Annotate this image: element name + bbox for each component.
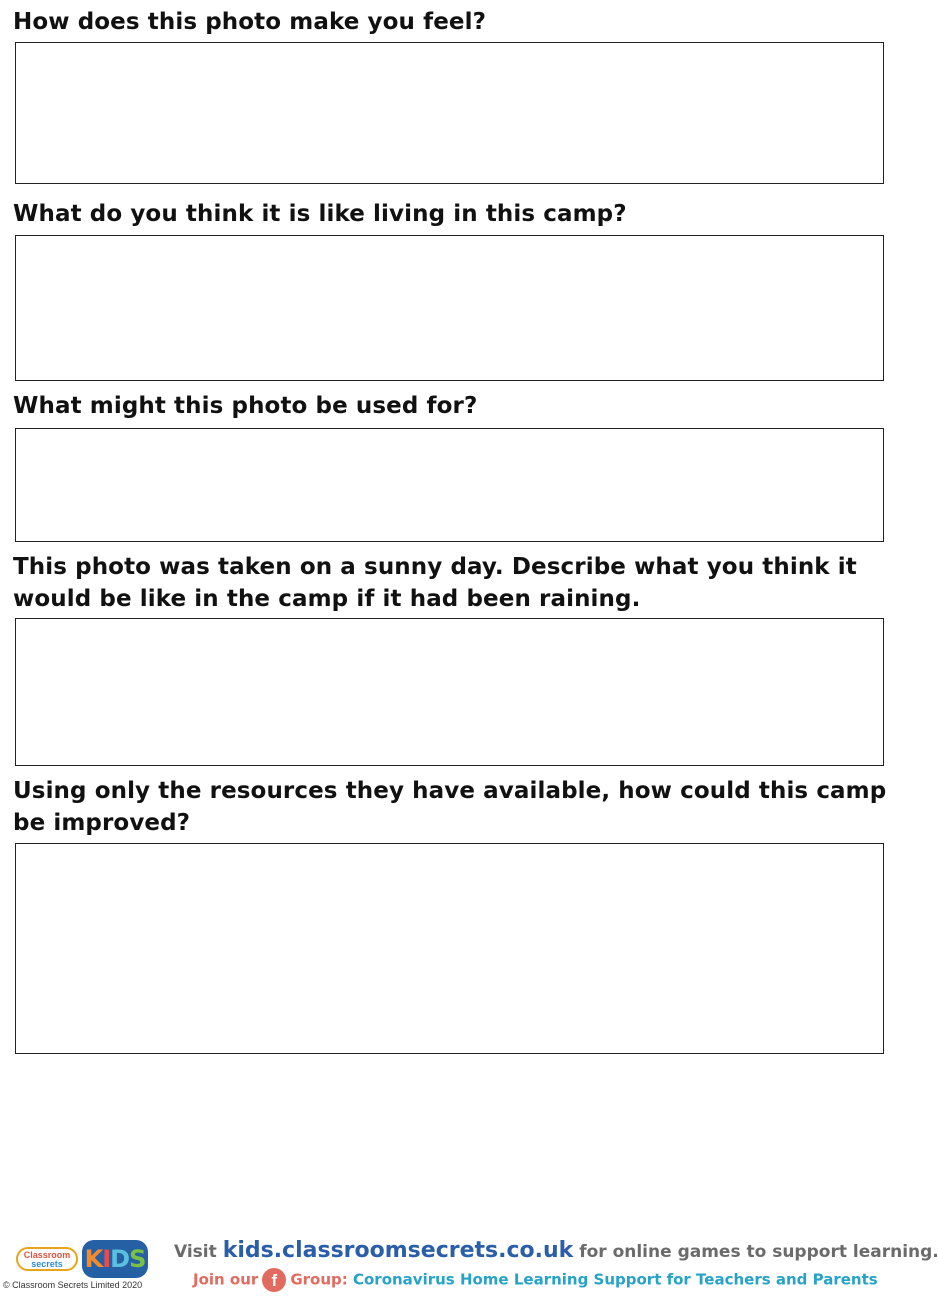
site-link[interactable]: kids.classroomsecrets.co.uk (222, 1238, 574, 1263)
kids-letter-s: S (129, 1245, 146, 1273)
visit-prefix: Visit (174, 1242, 223, 1262)
visit-line (174, 1238, 939, 1263)
facebook-icon: f (262, 1268, 286, 1292)
group-label: Group: (290, 1270, 348, 1289)
answer-box-3[interactable] (15, 428, 884, 542)
question-3: What might this photo be used for? (13, 393, 478, 419)
classroom-secrets-kids-logo (16, 1240, 151, 1278)
copyright-notice: © Classroom Secrets Limited 2020 (3, 1280, 143, 1290)
question-4: This photo was taken on a sunny day. Describe what you think it would be like in the camp if it had been raining. (13, 554, 857, 612)
logo-cs-line1: Classroom (23, 1250, 71, 1260)
kids-letter-i: I (102, 1245, 111, 1273)
kids-letter-k: K (84, 1245, 103, 1273)
join-line (193, 1268, 878, 1292)
answer-box-2[interactable] (15, 235, 884, 381)
answer-box-5[interactable] (15, 843, 884, 1054)
kids-letter-d: D (110, 1245, 130, 1273)
join-prefix: Join our (193, 1270, 259, 1289)
question-1: How does this photo make you feel? (13, 9, 487, 35)
answer-box-4[interactable] (15, 618, 884, 766)
question-2: What do you think it is like living in this camp? (13, 201, 627, 227)
kids-logo (82, 1240, 148, 1278)
group-name-link[interactable]: Coronavirus Home Learning Support for Teachers and Parents (352, 1270, 878, 1289)
classroom-secrets-logo (16, 1247, 78, 1271)
footer (0, 1230, 939, 1300)
visit-suffix: for online games to support learning. (573, 1242, 939, 1262)
answer-box-1[interactable] (15, 42, 884, 184)
logo-cs-line2: secrets (31, 1259, 63, 1269)
question-5: Using only the resources they have available, how could this camp be improved? (13, 778, 887, 836)
